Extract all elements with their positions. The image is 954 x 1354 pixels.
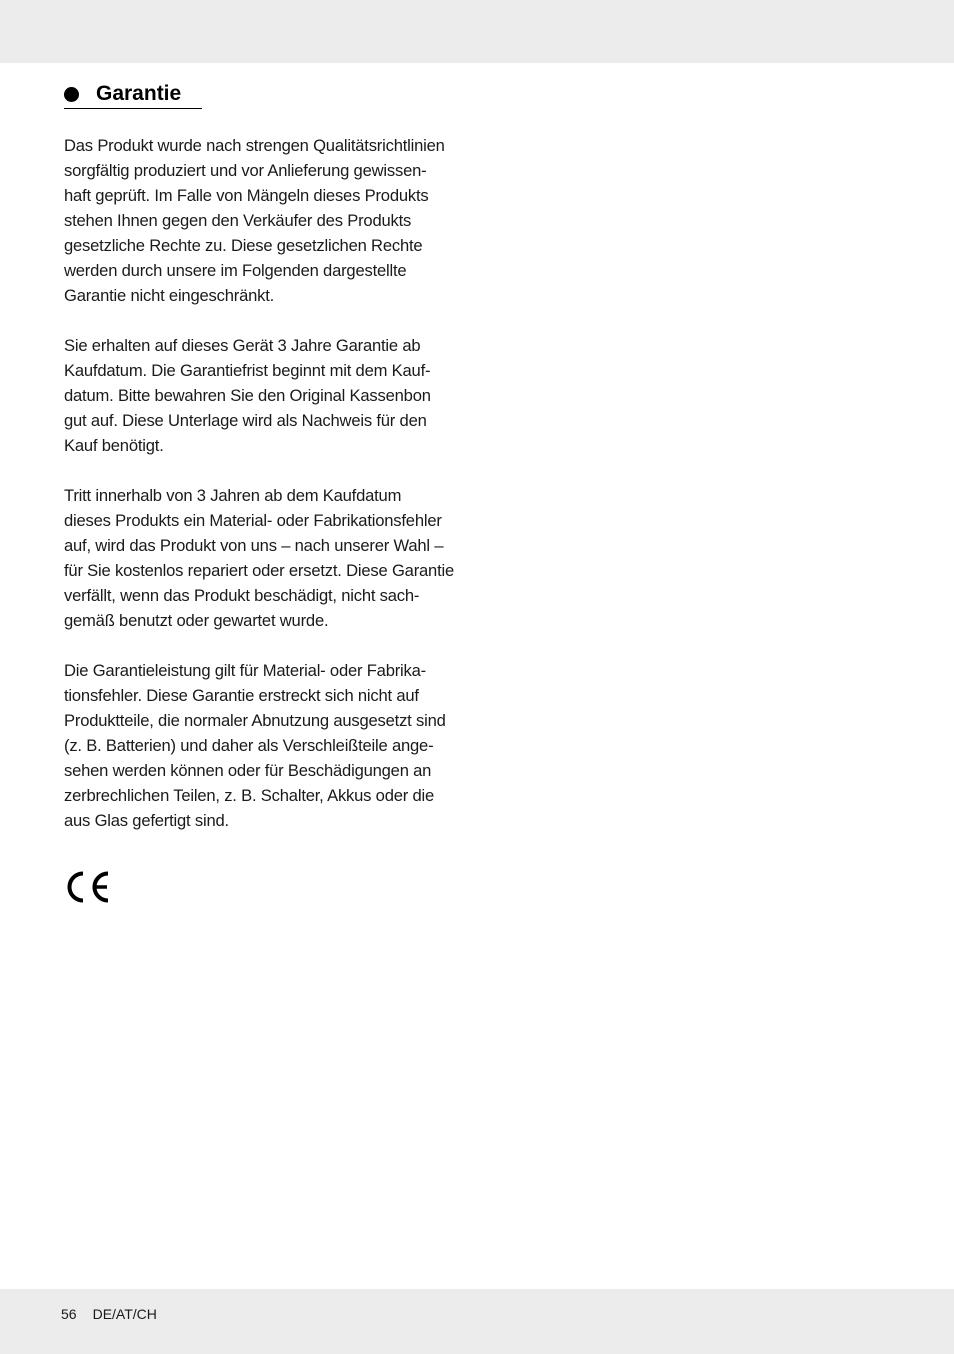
heading-underline: [64, 108, 202, 109]
text-line: verfällt, wenn das Produkt beschädigt, nicht sach-: [64, 586, 420, 605]
text-line: tionsfehler. Diese Garantie erstreckt sich nicht auf: [64, 686, 419, 705]
text-line: (z. B. Batterien) und daher als Verschleißteile ange-: [64, 736, 434, 755]
bullet-icon: [64, 87, 79, 102]
section-heading: [64, 80, 181, 108]
text-line: gemäß benutzt oder gewartet wurde.: [64, 611, 329, 630]
text-line: Kaufdatum. Die Garantiefrist beginnt mit dem Kauf-: [64, 361, 431, 380]
text-line: Tritt innerhalb von 3 Jahren ab dem Kaufdatum: [64, 486, 402, 505]
text-line: auf, wird das Produkt von uns – nach unserer Wahl –: [64, 536, 444, 555]
text-line: Das Produkt wurde nach strengen Qualitätsrichtlinien: [64, 136, 445, 155]
ce-mark-icon: [64, 869, 112, 905]
paragraph-3: [64, 483, 474, 633]
section-title: Garantie: [96, 82, 182, 105]
text-line: Garantie nicht eingeschränkt.: [64, 286, 275, 305]
text-line: Kauf benötigt.: [64, 436, 164, 455]
text-line: datum. Bitte bewahren Sie den Original Kassenbon: [64, 386, 431, 405]
warranty-text: [64, 133, 474, 858]
page-number: 56: [61, 1306, 77, 1322]
paragraph-1: [64, 133, 474, 308]
text-line: zerbrechlichen Teilen, z. B. Schalter, Akkus oder die: [64, 786, 435, 805]
text-line: sehen werden können oder für Beschädigungen an: [64, 761, 432, 780]
page-footer: [61, 1304, 157, 1324]
text-line: gesetzliche Rechte zu. Diese gesetzlichen Rechte: [64, 236, 423, 255]
paragraph-4: [64, 658, 474, 833]
text-line: gut auf. Diese Unterlage wird als Nachweis für den: [64, 411, 427, 430]
text-line: dieses Produkts ein Material- oder Fabrikationsfehler: [64, 511, 442, 530]
paragraph-2: [64, 333, 474, 458]
text-line: aus Glas gefertigt sind.: [64, 811, 229, 830]
text-line: Produktteile, die normaler Abnutzung ausgesetzt sind: [64, 711, 446, 730]
text-line: werden durch unsere im Folgenden dargestellte: [64, 261, 407, 280]
text-line: Sie erhalten auf dieses Gerät 3 Jahre Garantie ab: [64, 336, 421, 355]
text-line: haft geprüft. Im Falle von Mängeln dieses Produkts: [64, 186, 429, 205]
text-line: sorgfältig produziert und vor Anlieferung gewissen-: [64, 161, 427, 180]
header-band: [0, 0, 954, 63]
text-line: stehen Ihnen gegen den Verkäufer des Produkts: [64, 211, 412, 230]
text-line: Die Garantieleistung gilt für Material- oder Fabrika-: [64, 661, 426, 680]
text-line: für Sie kostenlos repariert oder ersetzt. Diese Garantie: [64, 561, 454, 580]
locale-label: DE/AT/CH: [92, 1306, 157, 1322]
